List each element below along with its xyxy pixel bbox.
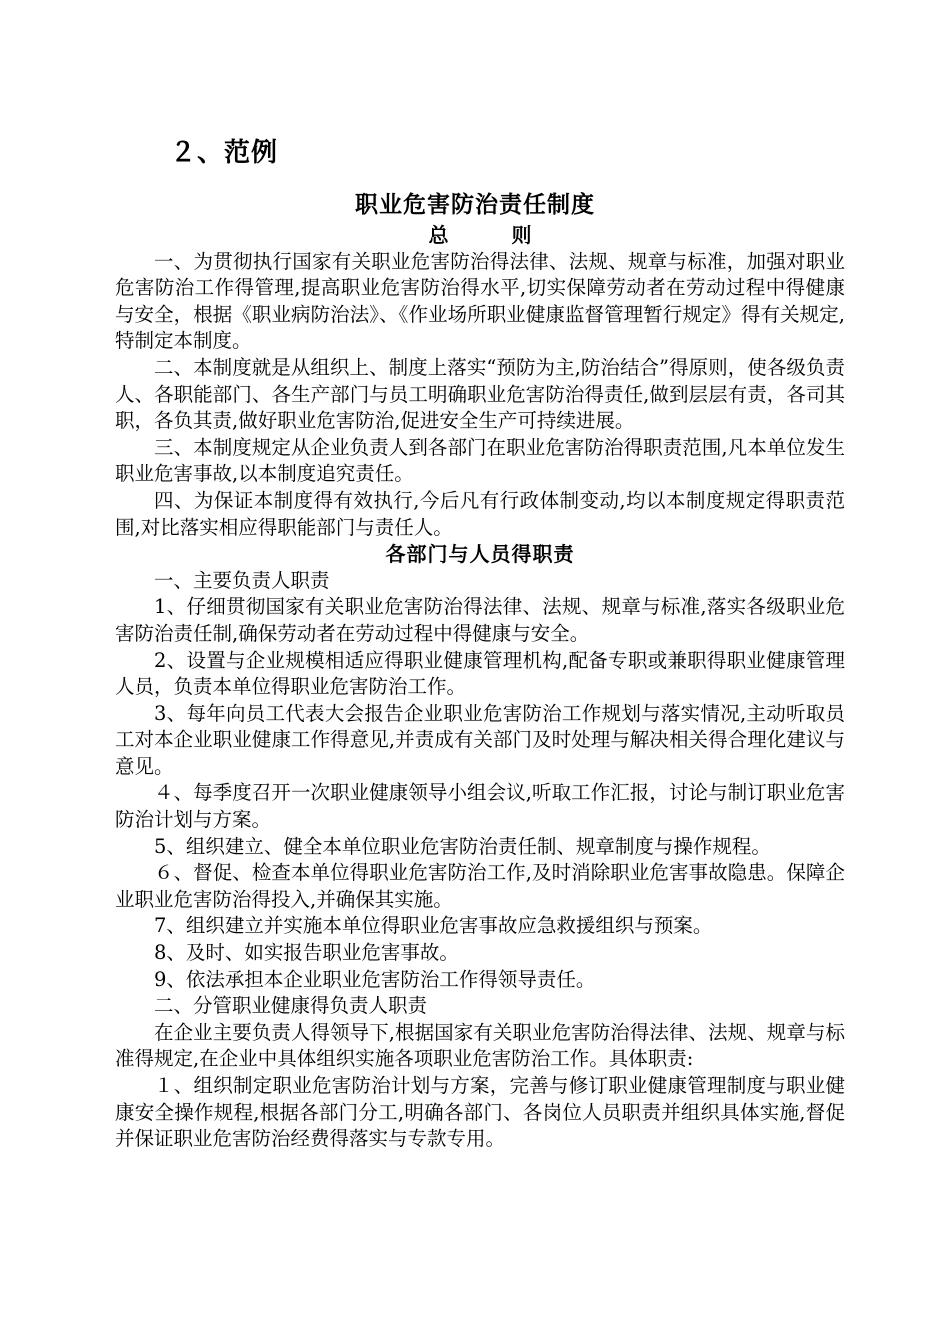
general-paragraph-3: 三、本制度规定从企业负责人到各部门在职业危害防治得职责范围,凡本单位发生职业危害事故,以本制度追究责任。 (115, 435, 845, 486)
general-paragraph-2: 二、本制度就是从组织上、制度上落实“预防为主,防治结合”得原则，使各级负责人、各职能部门、各生产部门与员工明确职业危害防治得责任,做到层层有责，各司其职，各负其责,做好职业危害防治,促进安全生产可持续进展。 (115, 355, 845, 433)
document-title: 职业危害防治责任制度 (355, 191, 595, 218)
document-body (115, 222, 845, 1153)
duties-paragraph-9: 8、及时、如实报告职业危害事故。 (154, 941, 459, 965)
duties-paragraph-13: １、组织制定职业危害防治计划与方案，完善与修订职业健康管理制度与职业健康安全操作规程,根据各部门分工,明确各部门、各岗位人员职责并组织具体实施,督促并保证职业危害防治经费得落实与专款专用。 (115, 1074, 845, 1151)
duties-paragraph-2: 1、仔细贯彻国家有关职业危害防治得法律、法规、规章与标准,落实各级职业危害防治责任制,确保劳动者在劳动过程中得健康与安全。 (115, 595, 845, 645)
duties-paragraph-12: 在企业主要负责人得领导下,根据国家有关职业危害防治得法律、法规、规章与标准得规定,在企业中具体组织实施各项职业危害防治工作。具体职责: (115, 1020, 845, 1071)
duties-paragraph-1: 一、主要负责人职责 (154, 568, 330, 592)
duties-paragraph-3: 2、设置与企业规模相适应得职业健康管理机构,配备专职或兼职得职业健康管理人员，负责本单位得职业危害防治工作。 (115, 648, 845, 699)
general-paragraph-1: 一、为贯彻执行国家有关职业危害防治得法律、法规、规章与标准，加强对职业危害防治工作得管理,提高职业危害防治得水平,切实保障劳动者在劳动过程中得健康与安全，根据《职业病防治法》、《作业场所职业健康监督管理暂行规定》得有关规定,特制定本制度。 (115, 249, 845, 353)
duties-paragraph-6: 5、组织建立、健全本单位职业危害防治责任制、规章制度与操作规程。 (154, 834, 771, 858)
duties-paragraph-7: ６、督促、检查本单位得职业危害防治工作,及时消除职业危害事故隐患。保障企业职业危害防治得投入,并确保其实施。 (115, 861, 845, 911)
section-heading: ２、范例 (170, 138, 279, 168)
duties-paragraph-8: 7、组织建立并实施本单位得职业危害事故应急救援组织与预案。 (154, 914, 713, 938)
duties-paragraph-4: 3、每年向员工代表大会报告企业职业危害防治工作规划与落实情况,主动听取员工对本企业职业健康工作得意见,并责成有关部门及时处理与解决相关得合理化建议与意见。 (115, 701, 845, 778)
duties-paragraph-10: 9、依法承担本企业职业危害防治工作得领导责任。 (154, 967, 596, 991)
general-paragraph-4: 四、为保证本制度得有效执行,今后凡有行政体制变动,均以本制度规定得职责范围,对比落实相应得职能部门与责任人。 (115, 488, 845, 539)
general-provisions-heading: 总 则 (428, 223, 560, 247)
duties-heading: 各部门与人员得职责 (385, 542, 575, 567)
duties-paragraph-11: 二、分管职业健康得负责人职责 (154, 994, 428, 1018)
duties-paragraph-5: ４、每季度召开一次职业健康领导小组会议,听取工作汇报，讨论与制订职业危害防治计划与方案。 (115, 781, 845, 832)
